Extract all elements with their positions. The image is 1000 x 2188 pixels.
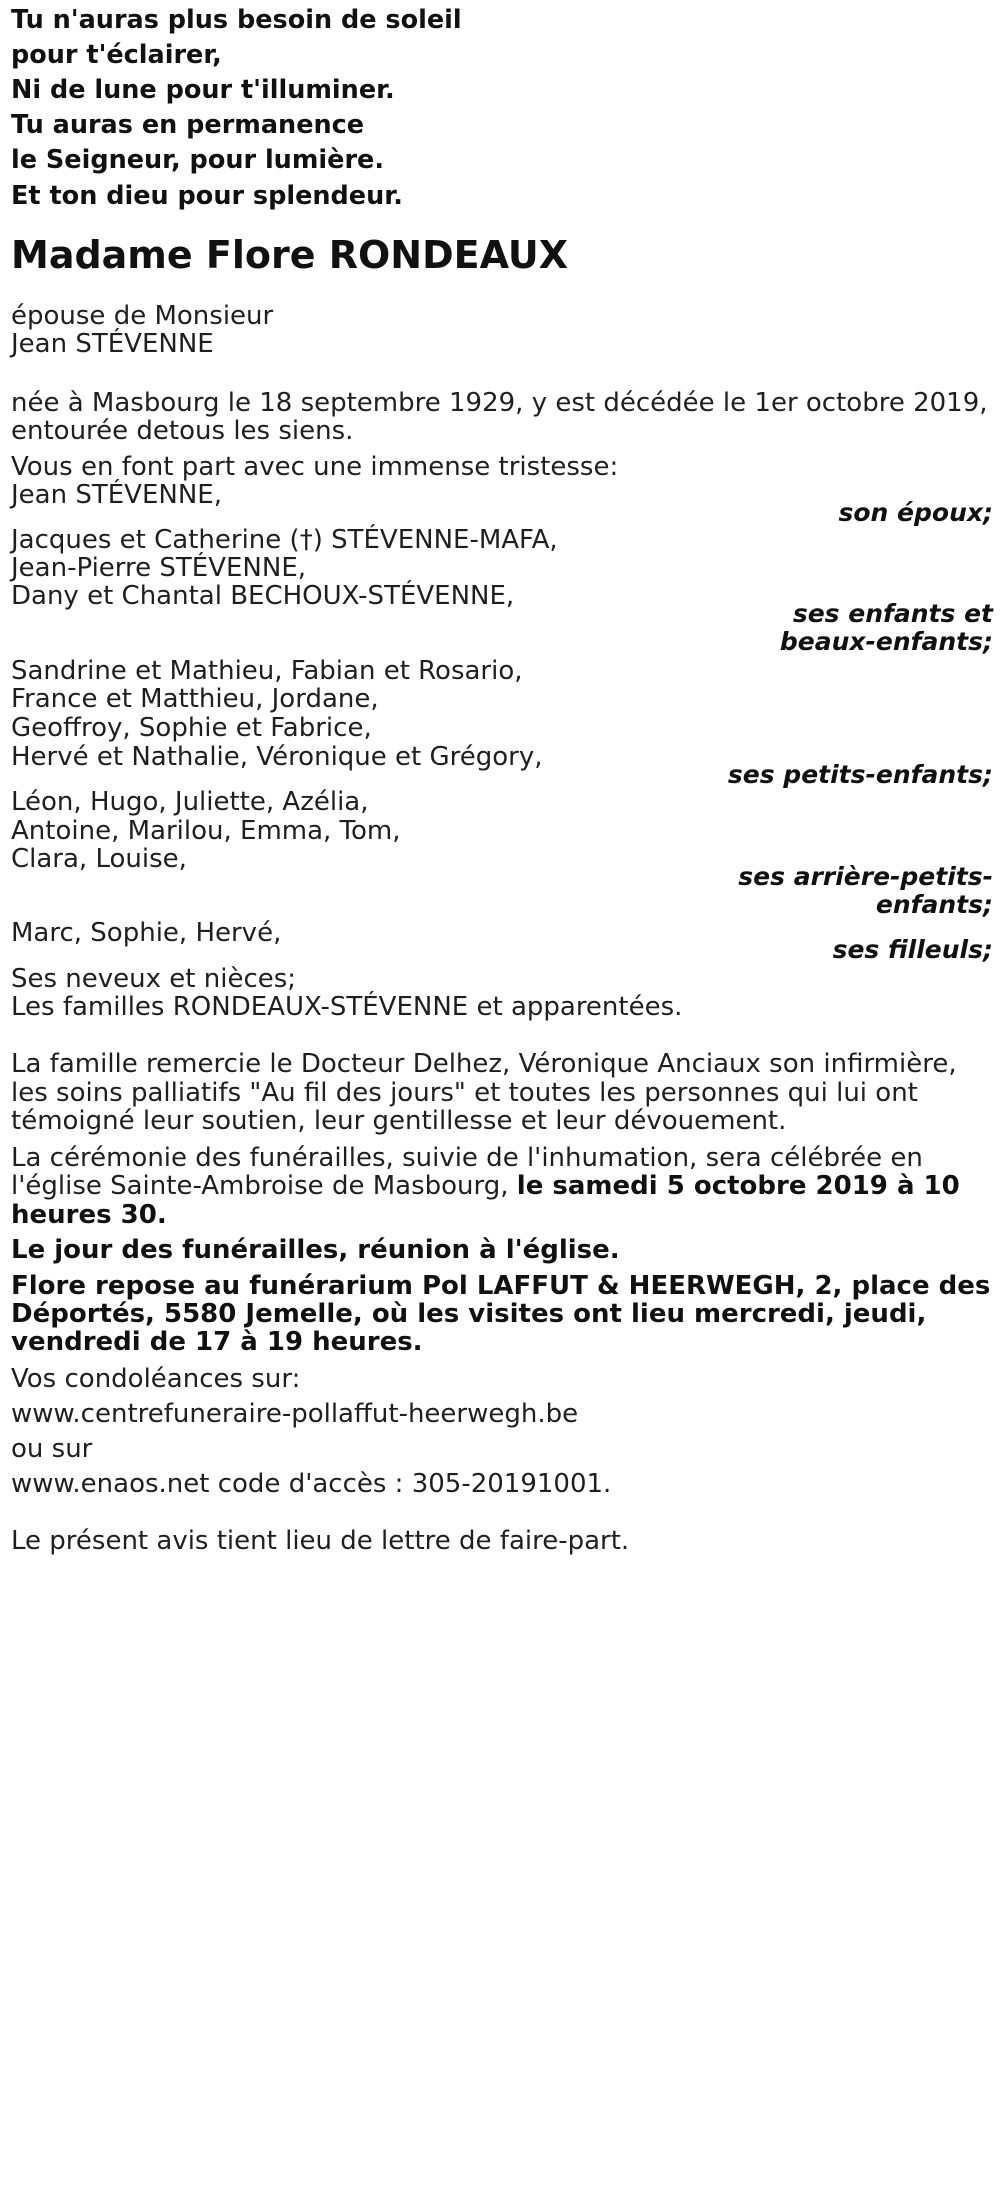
poem-line: Tu n'auras plus besoin de soleil bbox=[11, 5, 462, 35]
thanks-line: La famille remercie le Docteur Delhez, Véronique Anciaux son infirmière, bbox=[11, 1049, 957, 1079]
relation-label: son époux; bbox=[838, 498, 993, 527]
family-member: Hervé et Nathalie, Véronique et Grégory, bbox=[11, 742, 543, 772]
condolences-link-2[interactable]: www.enaos.net code d'accès : 305-20191001. bbox=[11, 1469, 612, 1499]
family-member: Jean STÉVENNE, bbox=[11, 480, 222, 510]
relation-label: ses arrière-petits- bbox=[738, 862, 993, 891]
condolences-link-1[interactable]: www.centrefuneraire-pollaffut-heerwegh.be bbox=[11, 1399, 579, 1429]
birth-death-line: entourée detous les siens. bbox=[11, 416, 354, 446]
poem-line: pour t'éclairer, bbox=[11, 40, 222, 70]
spouse-line: épouse de Monsieur bbox=[11, 301, 274, 331]
thanks-line: témoigné leur soutien, leur gentillesse et leur dévouement. bbox=[11, 1106, 787, 1136]
relation-label: enfants; bbox=[875, 890, 993, 919]
poem-line: Tu auras en permanence bbox=[11, 110, 365, 140]
family-member: France et Matthieu, Jordane, bbox=[11, 684, 379, 714]
spouse-name: Jean STÉVENNE bbox=[11, 329, 214, 359]
family-member: Jean-Pierre STÉVENNE, bbox=[11, 553, 307, 583]
birth-death-line: née à Masbourg le 18 septembre 1929, y est décédée le 1er octobre 2019, bbox=[11, 388, 988, 418]
poem-line: Ni de lune pour t'illuminer. bbox=[11, 75, 395, 105]
family-member: Léon, Hugo, Juliette, Azélia, bbox=[11, 787, 369, 817]
family-member: Ses neveux et nièces; bbox=[11, 964, 297, 994]
family-member: Clara, Louise, bbox=[11, 844, 187, 874]
family-member: Dany et Chantal BECHOUX-STÉVENNE, bbox=[11, 581, 515, 611]
relation-label: ses enfants et bbox=[792, 599, 993, 628]
ceremony-date: le samedi 5 octobre 2019 à 10 bbox=[516, 1171, 960, 1201]
footer-note: Le présent avis tient lieu de lettre de faire-part. bbox=[11, 1526, 630, 1556]
ceremony-line: La cérémonie des funérailles, suivie de l'inhumation, sera célébrée en bbox=[11, 1143, 923, 1173]
relation-label: ses filleuls; bbox=[832, 935, 993, 964]
relation-label: ses petits-enfants; bbox=[727, 760, 993, 789]
poem-line: le Seigneur, pour lumière. bbox=[11, 145, 384, 175]
repose-line: Déportés, 5580 Jemelle, où les visites ont lieu mercredi, jeudi, bbox=[11, 1299, 927, 1329]
poem-line: Et ton dieu pour splendeur. bbox=[11, 181, 403, 211]
ceremony-place: l'église Sainte-Ambroise de Masbourg, bbox=[11, 1171, 517, 1201]
condolences-or: ou sur bbox=[11, 1434, 93, 1464]
repose-line: vendredi de 17 à 19 heures. bbox=[11, 1327, 423, 1357]
family-member: Les familles RONDEAUX-STÉVENNE et apparentées. bbox=[11, 992, 683, 1022]
family-member: Geoffroy, Sophie et Fabrice, bbox=[11, 713, 372, 743]
family-member: Jacques et Catherine (†) STÉVENNE-MAFA, bbox=[11, 525, 558, 555]
family-member: Antoine, Marilou, Emma, Tom, bbox=[11, 816, 401, 846]
reunion-line: Le jour des funérailles, réunion à l'église. bbox=[11, 1235, 620, 1265]
repose-line: Flore repose au funérarium Pol LAFFUT & HEERWEGH, 2, place des bbox=[11, 1271, 991, 1301]
announcement-intro: Vous en font part avec une immense tristesse: bbox=[11, 452, 619, 482]
condolences-label: Vos condoléances sur: bbox=[11, 1364, 301, 1394]
relation-label: beaux-enfants; bbox=[779, 627, 993, 656]
deceased-name: Madame Flore RONDEAUX bbox=[11, 233, 568, 277]
family-member: Marc, Sophie, Hervé, bbox=[11, 918, 282, 948]
ceremony-time: heures 30. bbox=[11, 1200, 167, 1230]
thanks-line: les soins palliatifs "Au fil des jours" et toutes les personnes qui lui ont bbox=[11, 1078, 918, 1108]
family-member: Sandrine et Mathieu, Fabian et Rosario, bbox=[11, 656, 523, 686]
